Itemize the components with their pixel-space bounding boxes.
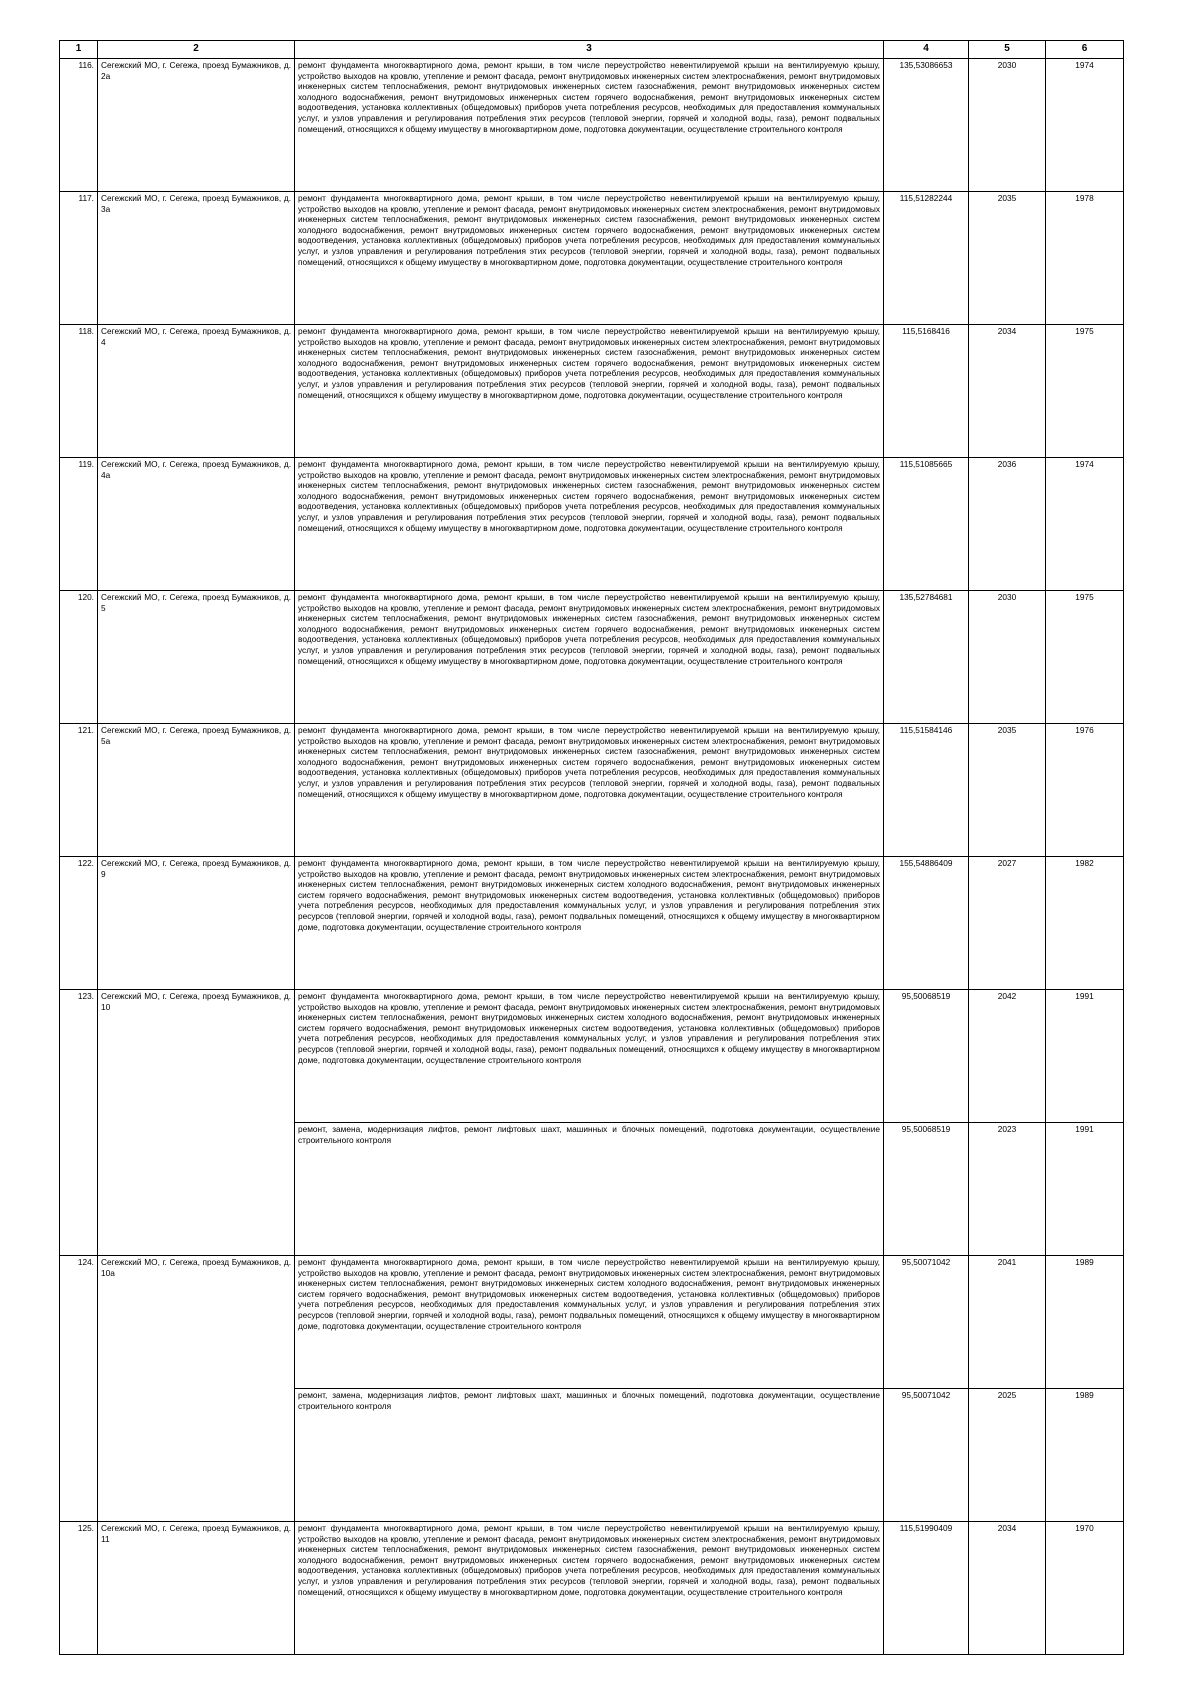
cost-cell: 155,54886409 [884, 857, 969, 990]
repair-year-cell: 2027 [969, 857, 1046, 990]
lift-repair-year-cell: 2025 [969, 1389, 1046, 1522]
cost-cell: 135,52784681 [884, 591, 969, 724]
works-cell: ремонт фундамента многоквартирного дома, ремонт крыши, в том числе переустройство невентилируемой крыши на вентилируемую крышу, устройство выходов на кровлю, утепление и ремонт фасада, ремонт внутридомовых инженерных систем электроснабжения, ремонт внутридомовых инженерных систем теплоснабжения, ремонт внутридомовых инженерных систем холодного водоснабжения, ремонт внутридомовых инженерных систем горячего водоснабжения, ремонт внутридомовых инженерных систем водоотведения, установка коллективных (общедомовых) приборов учета потребления ресурсов, необходимых для предоставления коммунальных услуг, и узлов управления и регулирования потребления этих ресурсов (тепловой энергии, горячей и холодной воды, газа), ремонт подвальных помещений, относящихся к общему имуществу в многоквартирном доме, подготовка документации, осуществление строительного контроля [295, 990, 884, 1123]
built-year-cell: 1974 [1046, 458, 1124, 591]
cost-cell: 115,51085665 [884, 458, 969, 591]
repair-year-cell: 2035 [969, 724, 1046, 857]
works-cell: ремонт фундамента многоквартирного дома, ремонт крыши, в том числе переустройство невентилируемой крыши на вентилируемую крышу, устройство выходов на кровлю, утепление и ремонт фасада, ремонт внутридомовых инженерных систем электроснабжения, ремонт внутридомовых инженерных систем теплоснабжения, ремонт внутридомовых инженерных систем газоснабжения, ремонт внутридомовых инженерных систем холодного водоснабжения, ремонт внутридомовых инженерных систем горячего водоснабжения, ремонт внутридомовых инженерных систем водоотведения, установка коллективных (общедомовых) приборов учета потребления ресурсов, необходимых для предоставления коммунальных услуг, и узлов управления и регулирования потребления этих ресурсов (тепловой энергии, горячей и холодной воды, газа), ремонт подвальных помещений, относящихся к общему имуществу в многоквартирном доме, подготовка документации, осуществление строительного контроля [295, 724, 884, 857]
table-row [60, 724, 1124, 857]
table-row [60, 1256, 1124, 1389]
row-number: 117. [60, 192, 98, 325]
lift-repair-year-cell: 2023 [969, 1123, 1046, 1256]
table-row [60, 325, 1124, 458]
built-year-cell: 1978 [1046, 192, 1124, 325]
repair-year-cell: 2034 [969, 1522, 1046, 1655]
works-cell: ремонт фундамента многоквартирного дома, ремонт крыши, в том числе переустройство невентилируемой крыши на вентилируемую крышу, устройство выходов на кровлю, утепление и ремонт фасада, ремонт внутридомовых инженерных систем электроснабжения, ремонт внутридомовых инженерных систем теплоснабжения, ремонт внутридомовых инженерных систем холодного водоснабжения, ремонт внутридомовых инженерных систем горячего водоснабжения, ремонт внутридомовых инженерных систем водоотведения, установка коллективных (общедомовых) приборов учета потребления ресурсов, необходимых для предоставления коммунальных услуг, и узлов управления и регулирования потребления этих ресурсов (тепловой энергии, горячей и холодной воды, газа), ремонт подвальных помещений, относящихся к общему имуществу в многоквартирном доме, подготовка документации, осуществление строительного контроля [295, 1256, 884, 1389]
table-row [60, 458, 1124, 591]
built-year-cell: 1976 [1046, 724, 1124, 857]
row-number: 119. [60, 458, 98, 591]
table-row [60, 59, 1124, 192]
address-cell: Сегежский МО, г. Сегежа, проезд Бумажников, д. 5а [98, 724, 295, 857]
works-cell: ремонт фундамента многоквартирного дома, ремонт крыши, в том числе переустройство невентилируемой крыши на вентилируемую крышу, устройство выходов на кровлю, утепление и ремонт фасада, ремонт внутридомовых инженерных систем электроснабжения, ремонт внутридомовых инженерных систем теплоснабжения, ремонт внутридомовых инженерных систем газоснабжения, ремонт внутридомовых инженерных систем холодного водоснабжения, ремонт внутридомовых инженерных систем горячего водоснабжения, ремонт внутридомовых инженерных систем водоотведения, установка коллективных (общедомовых) приборов учета потребления ресурсов, необходимых для предоставления коммунальных услуг, и узлов управления и регулирования потребления этих ресурсов (тепловой энергии, горячей и холодной воды, газа), ремонт подвальных помещений, относящихся к общему имуществу в многоквартирном доме, подготовка документации, осуществление строительного контроля [295, 591, 884, 724]
lift-works-cell: ремонт, замена, модернизация лифтов, ремонт лифтовых шахт, машинных и блочных помещений, подготовка документации, осуществление строительного контроля [295, 1123, 884, 1256]
built-year-cell: 1991 [1046, 990, 1124, 1123]
lift-cost-cell: 95,50071042 [884, 1389, 969, 1522]
header-col-6: 6 [1046, 41, 1124, 59]
header-col-5: 5 [969, 41, 1046, 59]
address-cell: Сегежский МО, г. Сегежа, проезд Бумажников, д. 10 [98, 990, 295, 1256]
address-cell: Сегежский МО, г. Сегежа, проезд Бумажников, д. 4 [98, 325, 295, 458]
cost-cell: 115,5168416 [884, 325, 969, 458]
address-cell: Сегежский МО, г. Сегежа, проезд Бумажников, д. 4а [98, 458, 295, 591]
cost-cell: 115,51282244 [884, 192, 969, 325]
works-cell: ремонт фундамента многоквартирного дома, ремонт крыши, в том числе переустройство невентилируемой крыши на вентилируемую крышу, устройство выходов на кровлю, утепление и ремонт фасада, ремонт внутридомовых инженерных систем электроснабжения, ремонт внутридомовых инженерных систем теплоснабжения, ремонт внутридомовых инженерных систем холодного водоснабжения, ремонт внутридомовых инженерных систем горячего водоснабжения, ремонт внутридомовых инженерных систем водоотведения, установка коллективных (общедомовых) приборов учета потребления ресурсов, необходимых для предоставления коммунальных услуг, и узлов управления и регулирования потребления этих ресурсов (тепловой энергии, горячей и холодной воды, газа), ремонт подвальных помещений, относящихся к общему имуществу в многоквартирном доме, подготовка документации, осуществление строительного контроля [295, 857, 884, 990]
row-number: 124. [60, 1256, 98, 1522]
repair-year-cell: 2034 [969, 325, 1046, 458]
repair-year-cell: 2030 [969, 591, 1046, 724]
works-cell: ремонт фундамента многоквартирного дома, ремонт крыши, в том числе переустройство невентилируемой крыши на вентилируемую крышу, устройство выходов на кровлю, утепление и ремонт фасада, ремонт внутридомовых инженерных систем электроснабжения, ремонт внутридомовых инженерных систем теплоснабжения, ремонт внутридомовых инженерных систем газоснабжения, ремонт внутридомовых инженерных систем холодного водоснабжения, ремонт внутридомовых инженерных систем горячего водоснабжения, ремонт внутридомовых инженерных систем водоотведения, установка коллективных (общедомовых) приборов учета потребления ресурсов, необходимых для предоставления коммунальных услуг, и узлов управления и регулирования потребления этих ресурсов (тепловой энергии, горячей и холодной воды, газа), ремонт подвальных помещений, относящихся к общему имуществу в многоквартирном доме, подготовка документации, осуществление строительного контроля [295, 192, 884, 325]
built-year-cell: 1974 [1046, 59, 1124, 192]
built-year-cell: 1982 [1046, 857, 1124, 990]
works-cell: ремонт фундамента многоквартирного дома, ремонт крыши, в том числе переустройство невентилируемой крыши на вентилируемую крышу, устройство выходов на кровлю, утепление и ремонт фасада, ремонт внутридомовых инженерных систем электроснабжения, ремонт внутридомовых инженерных систем теплоснабжения, ремонт внутридомовых инженерных систем газоснабжения, ремонт внутридомовых инженерных систем холодного водоснабжения, ремонт внутридомовых инженерных систем горячего водоснабжения, ремонт внутридомовых инженерных систем водоотведения, установка коллективных (общедомовых) приборов учета потребления ресурсов, необходимых для предоставления коммунальных услуг, и узлов управления и регулирования потребления этих ресурсов (тепловой энергии, горячей и холодной воды, газа), ремонт подвальных помещений, относящихся к общему имуществу в многоквартирном доме, подготовка документации, осуществление строительного контроля [295, 1522, 884, 1655]
row-number: 123. [60, 990, 98, 1256]
lift-cost-cell: 95,50068519 [884, 1123, 969, 1256]
table-row [60, 192, 1124, 325]
row-number: 118. [60, 325, 98, 458]
address-cell: Сегежский МО, г. Сегежа, проезд Бумажников, д. 10а [98, 1256, 295, 1522]
address-cell: Сегежский МО, г. Сегежа, проезд Бумажников, д. 2а [98, 59, 295, 192]
address-cell: Сегежский МО, г. Сегежа, проезд Бумажников, д. 5 [98, 591, 295, 724]
cost-cell: 95,50071042 [884, 1256, 969, 1389]
built-year-cell: 1975 [1046, 325, 1124, 458]
table-row [60, 857, 1124, 990]
header-col-1: 1 [60, 41, 98, 59]
row-number: 122. [60, 857, 98, 990]
row-number: 121. [60, 724, 98, 857]
row-number: 125. [60, 1522, 98, 1655]
header-col-2: 2 [98, 41, 295, 59]
row-number: 120. [60, 591, 98, 724]
built-year-cell: 1989 [1046, 1256, 1124, 1389]
works-cell: ремонт фундамента многоквартирного дома, ремонт крыши, в том числе переустройство невентилируемой крыши на вентилируемую крышу, устройство выходов на кровлю, утепление и ремонт фасада, ремонт внутридомовых инженерных систем электроснабжения, ремонт внутридомовых инженерных систем теплоснабжения, ремонт внутридомовых инженерных систем газоснабжения, ремонт внутридомовых инженерных систем холодного водоснабжения, ремонт внутридомовых инженерных систем горячего водоснабжения, ремонт внутридомовых инженерных систем водоотведения, установка коллективных (общедомовых) приборов учета потребления ресурсов, необходимых для предоставления коммунальных услуг, и узлов управления и регулирования потребления этих ресурсов (тепловой энергии, горячей и холодной воды, газа), ремонт подвальных помещений, относящихся к общему имуществу в многоквартирном доме, подготовка документации, осуществление строительного контроля [295, 59, 884, 192]
table-row [60, 990, 1124, 1123]
built-year-cell: 1970 [1046, 1522, 1124, 1655]
row-number: 116. [60, 59, 98, 192]
lift-built-year-cell: 1991 [1046, 1123, 1124, 1256]
table-row [60, 1522, 1124, 1655]
repair-year-cell: 2041 [969, 1256, 1046, 1389]
register-table [59, 40, 1124, 1655]
repair-year-cell: 2036 [969, 458, 1046, 591]
cost-cell: 135,53086653 [884, 59, 969, 192]
repair-year-cell: 2042 [969, 990, 1046, 1123]
repair-year-cell: 2030 [969, 59, 1046, 192]
address-cell: Сегежский МО, г. Сегежа, проезд Бумажников, д. 3а [98, 192, 295, 325]
address-cell: Сегежский МО, г. Сегежа, проезд Бумажников, д. 11 [98, 1522, 295, 1655]
header-col-4: 4 [884, 41, 969, 59]
works-cell: ремонт фундамента многоквартирного дома, ремонт крыши, в том числе переустройство невентилируемой крыши на вентилируемую крышу, устройство выходов на кровлю, утепление и ремонт фасада, ремонт внутридомовых инженерных систем электроснабжения, ремонт внутридомовых инженерных систем теплоснабжения, ремонт внутридомовых инженерных систем газоснабжения, ремонт внутридомовых инженерных систем холодного водоснабжения, ремонт внутридомовых инженерных систем горячего водоснабжения, ремонт внутридомовых инженерных систем водоотведения, установка коллективных (общедомовых) приборов учета потребления ресурсов, необходимых для предоставления коммунальных услуг, и узлов управления и регулирования потребления этих ресурсов (тепловой энергии, горячей и холодной воды, газа), ремонт подвальных помещений, относящихся к общему имуществу в многоквартирном доме, подготовка документации, осуществление строительного контроля [295, 325, 884, 458]
cost-cell: 115,51990409 [884, 1522, 969, 1655]
table-row [60, 591, 1124, 724]
cost-cell: 115,51584146 [884, 724, 969, 857]
address-cell: Сегежский МО, г. Сегежа, проезд Бумажников, д. 9 [98, 857, 295, 990]
cost-cell: 95,50068519 [884, 990, 969, 1123]
header-row [60, 41, 1124, 59]
header-col-3: 3 [295, 41, 884, 59]
lift-built-year-cell: 1989 [1046, 1389, 1124, 1522]
repair-year-cell: 2035 [969, 192, 1046, 325]
lift-works-cell: ремонт, замена, модернизация лифтов, ремонт лифтовых шахт, машинных и блочных помещений, подготовка документации, осуществление строительного контроля [295, 1389, 884, 1522]
built-year-cell: 1975 [1046, 591, 1124, 724]
works-cell: ремонт фундамента многоквартирного дома, ремонт крыши, в том числе переустройство невентилируемой крыши на вентилируемую крышу, устройство выходов на кровлю, утепление и ремонт фасада, ремонт внутридомовых инженерных систем электроснабжения, ремонт внутридомовых инженерных систем теплоснабжения, ремонт внутридомовых инженерных систем газоснабжения, ремонт внутридомовых инженерных систем холодного водоснабжения, ремонт внутридомовых инженерных систем горячего водоснабжения, ремонт внутридомовых инженерных систем водоотведения, установка коллективных (общедомовых) приборов учета потребления ресурсов, необходимых для предоставления коммунальных услуг, и узлов управления и регулирования потребления этих ресурсов (тепловой энергии, горячей и холодной воды, газа), ремонт подвальных помещений, относящихся к общему имуществу в многоквартирном доме, подготовка документации, осуществление строительного контроля [295, 458, 884, 591]
